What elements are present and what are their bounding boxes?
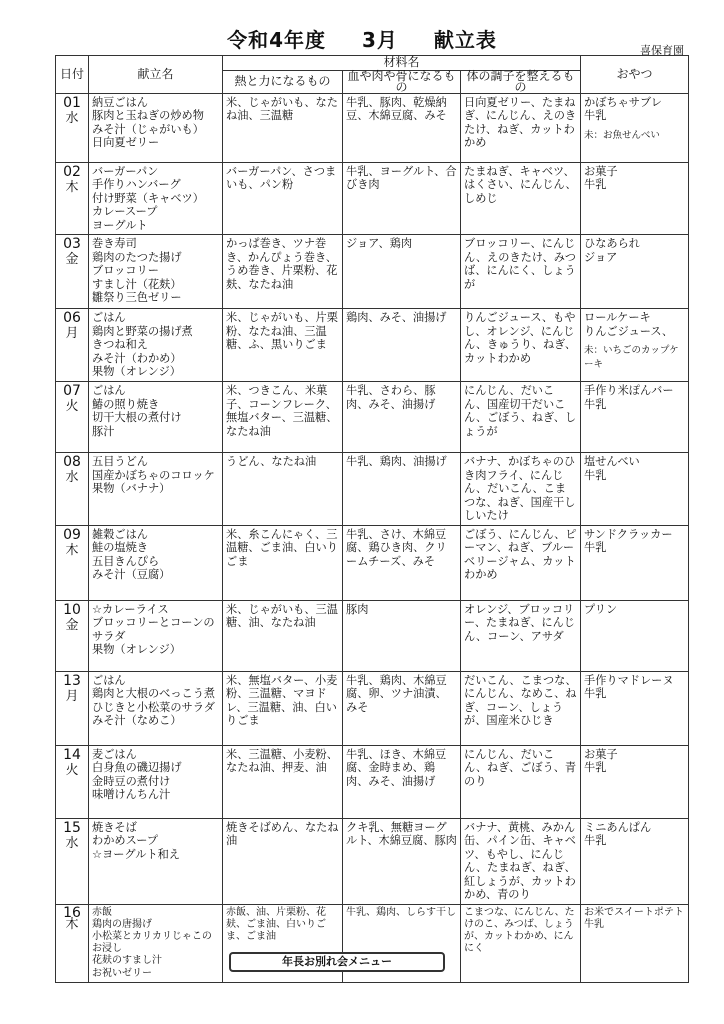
- snack-item: 牛乳: [584, 761, 607, 774]
- date-cell: [56, 745, 89, 818]
- table-row: [56, 745, 689, 818]
- snack-item: お菓子: [584, 164, 618, 178]
- body-ingredients-cell: にんじん、だいこん、ねぎ、ごぼう、青のり: [461, 745, 581, 818]
- body-ingredients-cell: りんごジュース、もやし、オレンジ、にんじん、きゅうり、ねぎ、カットわかめ: [461, 309, 581, 382]
- table-row: [56, 382, 689, 453]
- header-ingredients: 材料名: [223, 56, 581, 71]
- body-ingredients-cell: オレンジ、ブロッコリー、たまねぎ、にんじん、コーン、アサダ: [461, 600, 581, 671]
- dish-name: 雑穀ごはん: [92, 527, 148, 541]
- dish-name: 鶏肉と大根のべっこう煮: [92, 687, 216, 700]
- blood-ingredients-cell: 豚肉: [343, 600, 461, 671]
- dish-name: 手作りハンバーグ: [92, 178, 181, 191]
- dish-name: ヨーグルト: [92, 218, 148, 232]
- dish-name: 鮭の塩焼き: [92, 541, 148, 554]
- menu-cell: [89, 309, 223, 382]
- date-number: 13: [63, 672, 81, 689]
- heat-ingredients-cell: 米、つきこん、米菓子、コーンフレーク、無塩バター、三温糖、なたね油: [223, 382, 343, 453]
- dish-name: お祝いゼリー: [92, 967, 152, 979]
- date-number: 08: [63, 454, 81, 470]
- date-cell: [56, 93, 89, 162]
- date-number: 06: [63, 310, 81, 326]
- blood-ingredients-cell: 牛乳、鶏肉、油揚げ: [343, 453, 461, 526]
- table-row: [56, 671, 689, 745]
- snack-cell: [581, 671, 689, 745]
- menu-cell: [89, 453, 223, 526]
- heat-ingredients-cell: 米、糸こんにゃく、三温糖、ごま油、白いりごま: [223, 525, 343, 600]
- dish-name: 付け野菜（キャベツ）: [92, 191, 204, 205]
- dish-name: 日向夏ゼリー: [92, 136, 160, 149]
- snack-cell: [581, 818, 689, 904]
- date-number: 15: [63, 819, 81, 836]
- blood-ingredients-cell: 牛乳、ヨーグルト、合びき肉: [343, 162, 461, 235]
- page-title: [0, 24, 724, 53]
- body-ingredients-cell: だいこん、こまつな、にんじん、なめこ、ねぎ、コーン、しょうが、国産米ひじき: [461, 671, 581, 745]
- day-of-week: 火: [65, 762, 79, 778]
- date-cell: [56, 525, 89, 600]
- body-ingredients-cell: にんじん、だいこん、国産切干だいこん、ごぼう、ねぎ、しょうが: [461, 382, 581, 453]
- snack-item: 手作り米ぽんバー: [584, 384, 674, 397]
- date-cell: [56, 162, 89, 235]
- menu-cell: [89, 904, 223, 982]
- dish-name: 国産かぼちゃのコロッケ: [92, 468, 215, 482]
- date-number: 02: [63, 163, 81, 180]
- dish-name: みそ汁（じゃがいも）: [92, 122, 204, 136]
- snack-item: ひなあられ: [584, 237, 640, 250]
- dish-name: 鰆の照り焼き: [92, 397, 160, 411]
- date-cell: [56, 235, 89, 309]
- dish-name: きつね和え: [92, 338, 148, 351]
- day-of-week: 木: [65, 179, 79, 195]
- snack-cell: [581, 525, 689, 600]
- menu-cell: [89, 382, 223, 453]
- snack-item: 牛乳: [584, 109, 607, 122]
- dish-name: 味噌けんちん汁: [92, 788, 171, 801]
- dish-name: カレースープ: [92, 205, 158, 218]
- snack-item: お菓子: [584, 747, 618, 761]
- menu-cell: [89, 600, 223, 671]
- menu-table-body: [56, 93, 689, 982]
- snack-cell: [581, 235, 689, 309]
- title-month: 3月: [362, 28, 398, 52]
- day-of-week: 金: [65, 617, 79, 633]
- date-number: 07: [63, 383, 81, 399]
- snack-cell: [581, 453, 689, 526]
- date-number: 10: [63, 601, 81, 618]
- snack-item: 牛乳: [584, 397, 607, 411]
- snack-note: 未：いちごのカップケーキ: [584, 345, 679, 370]
- day-of-week: 月: [65, 326, 79, 341]
- body-ingredients-cell: こまつな、にんじん、たけのこ、みつば、しょうが、カットわかめ、にんにく: [461, 904, 581, 982]
- blood-ingredients-cell: 牛乳、さけ、木綿豆腐、鶏ひき肉、クリームチーズ、みそ: [343, 525, 461, 600]
- dish-name: 小松菜とカリカリじゃこのお浸し: [92, 930, 212, 955]
- heat-ingredients-cell: 米、じゃがいも、三温糖、油、なたね油: [223, 600, 343, 671]
- date-cell: [56, 818, 89, 904]
- date-number: 01: [63, 94, 81, 111]
- header-snack: おやつ: [581, 56, 689, 94]
- dish-name: ごはん: [92, 311, 126, 324]
- snack-item: ロールケーキ: [584, 311, 651, 324]
- snack-cell: [581, 309, 689, 382]
- snack-item: りんごジュース、: [584, 324, 674, 338]
- snack-item: ミニあんぱん: [584, 820, 652, 834]
- snack-item: 牛乳: [584, 178, 607, 191]
- header-body: 体の調子を整えるもの: [461, 70, 581, 93]
- snack-item: 牛乳: [584, 541, 607, 554]
- dish-name: ☆カレーライス: [92, 602, 169, 616]
- title-era: 令和4年度: [227, 28, 327, 52]
- menu-cell: [89, 235, 223, 309]
- blood-ingredients-cell: 牛乳、鶏肉、木綿豆腐、卵、ツナ油漬、みそ: [343, 671, 461, 745]
- blood-ingredients-cell: ジョア、鶏肉: [343, 235, 461, 309]
- dish-name: 果物（バナナ）: [92, 482, 171, 495]
- table-row: [56, 904, 689, 982]
- dish-name: すまし汁（花麸）: [92, 277, 182, 291]
- dish-name: 雛祭り三色ゼリー: [92, 291, 182, 304]
- dish-name: 鶏肉の唐揚げ: [92, 918, 152, 930]
- snack-cell: [581, 745, 689, 818]
- dish-name: 赤飯: [92, 906, 112, 918]
- title-label: 献立表: [433, 28, 497, 52]
- menu-cell: [89, 818, 223, 904]
- snack-item: 牛乳: [584, 468, 607, 482]
- blood-ingredients-cell: 牛乳、ほき、木綿豆腐、金時まめ、鶏肉、みそ、油揚げ: [343, 745, 461, 818]
- table-row: [56, 162, 689, 235]
- day-of-week: 水: [65, 835, 79, 851]
- snack-item: 牛乳: [584, 918, 605, 930]
- dish-name: 五目うどん: [92, 455, 148, 468]
- snack-item: 牛乳: [584, 834, 607, 847]
- date-cell: [56, 382, 89, 453]
- dish-name: ☆ヨーグルト和え: [92, 847, 181, 861]
- snack-cell: [581, 382, 689, 453]
- body-ingredients-cell: ごぼう、にんじん、ピーマン、ねぎ、ブルーベリージャム、カットわかめ: [461, 525, 581, 600]
- dish-name: 鶏肉と野菜の揚げ煮: [92, 324, 193, 338]
- date-cell: [56, 600, 89, 671]
- table-row: [56, 818, 689, 904]
- snack-note: 未：お魚せんべい: [584, 129, 660, 141]
- day-of-week: 木: [65, 542, 79, 558]
- day-of-week: 金: [65, 252, 79, 267]
- table-row: [56, 93, 689, 162]
- dish-name: 豚肉と玉ねぎの炒め物: [92, 109, 204, 122]
- snack-item: ジョア: [584, 250, 618, 264]
- day-of-week: 月: [65, 688, 79, 704]
- dish-name: ブロッコリー: [92, 264, 159, 277]
- heat-ingredients-cell: 米、じゃがいも、なたね油、三温糖: [223, 93, 343, 162]
- body-ingredients-cell: たまねぎ、キャベツ、はくさい、にんじん、しめじ: [461, 162, 581, 235]
- heat-ingredients-cell: うどん、なたね油: [223, 453, 343, 526]
- dish-name: 麦ごはん: [92, 747, 137, 761]
- snack-item: かぼちゃサブレ: [584, 95, 662, 109]
- heat-ingredients-cell: 赤飯、油、片栗粉、花麸、ごま油、白いりごま、ごま油 年長お別れ会メニュー: [223, 904, 343, 982]
- dish-name: 果物（オレンジ）: [92, 365, 181, 378]
- dish-name: 豚汁: [92, 424, 115, 438]
- day-of-week: 火: [65, 399, 79, 414]
- farewell-banner: 年長お別れ会メニュー: [229, 952, 445, 972]
- table-row: [56, 600, 689, 671]
- organization-name: 喜保育園: [640, 44, 684, 57]
- menu-table: [55, 55, 689, 983]
- header-heat: 熱と力になるもの: [223, 70, 343, 93]
- day-of-week: 水: [65, 470, 79, 485]
- menu-cell: [89, 93, 223, 162]
- date-number: 14: [63, 746, 81, 763]
- blood-ingredients-cell: クキ乳、無糖ヨーグルト、木綿豆腐、豚肉: [343, 818, 461, 904]
- date-cell: [56, 453, 89, 526]
- day-of-week: 水: [65, 110, 79, 126]
- dish-name: 果物（オレンジ）: [92, 643, 181, 656]
- snack-item: サンドクラッカー: [584, 527, 673, 541]
- snack-item: 牛乳: [584, 687, 607, 700]
- heat-ingredients-cell: 米、無塩バター、小麦粉、三温糖、マヨドレ、三温糖、油、白いりごま: [223, 671, 343, 745]
- dish-name: 花麸のすまし汁: [92, 955, 162, 967]
- dish-name: みそ汁（わかめ）: [92, 351, 182, 365]
- day-of-week: 木: [65, 916, 79, 932]
- date-number: 09: [63, 526, 81, 543]
- table-row: [56, 453, 689, 526]
- header-date: 日付: [56, 56, 89, 94]
- date-cell: [56, 904, 89, 982]
- blood-ingredients-cell: 牛乳、鶏肉、しらす干し: [343, 904, 461, 982]
- snack-cell: [581, 162, 689, 235]
- snack-cell: [581, 600, 689, 671]
- table-row: [56, 235, 689, 309]
- heat-ingredients-cell: 米、じゃがいも、片栗粉、なたね油、三温糖、ふ、黒いりごま: [223, 309, 343, 382]
- snack-cell: [581, 904, 689, 982]
- heat-ingredients-cell: かっぱ巻き、ツナ巻き、かんぴょう巻き、うめ巻き、片栗粉、花麸、なたね油: [223, 235, 343, 309]
- dish-name: 鶏肉のたつた揚げ: [92, 250, 182, 264]
- dish-name: 白身魚の磯辺揚げ: [92, 761, 182, 774]
- snack-item: プリン: [584, 602, 618, 616]
- body-ingredients-cell: 日向夏ゼリー、たまねぎ、にんじん、えのきたけ、ねぎ、カットわかめ: [461, 93, 581, 162]
- snack-cell: [581, 93, 689, 162]
- snack-item: お米でスイートポテト: [584, 906, 684, 918]
- snack-item: 塩せんべい: [584, 455, 640, 468]
- menu-cell: [89, 745, 223, 818]
- date-number: 03: [63, 236, 81, 252]
- dish-name: ひじきと小松菜のサラダ: [92, 700, 215, 714]
- dish-name: みそ汁（豆腐）: [92, 568, 171, 581]
- body-ingredients-cell: バナナ、かぼちゃのひき肉フライ、にんじん、だいこん、こまつな、ねぎ、国産干ししいたけ: [461, 453, 581, 526]
- dish-name: 金時豆の煮付け: [92, 774, 171, 788]
- dish-name: ブロッコリーとコーンのサラダ: [92, 616, 215, 643]
- date-number: 16: [63, 904, 81, 921]
- dish-name: 巻き寿司: [92, 237, 137, 250]
- dish-name: ごはん: [92, 384, 126, 397]
- menu-cell: [89, 671, 223, 745]
- body-ingredients-cell: バナナ、黄桃、みかん缶、パイン缶、キャベツ、もやし、にんじん、たまねぎ、ねぎ、紅しょうが、カットわかめ、青のり: [461, 818, 581, 904]
- dish-name: 焼きそば: [92, 820, 137, 834]
- dish-name: みそ汁（なめこ）: [92, 714, 182, 727]
- menu-cell: [89, 525, 223, 600]
- dish-name: バーガーパン: [92, 164, 159, 178]
- heat-ingredients-cell: バーガーパン、さつまいも、パン粉: [223, 162, 343, 235]
- menu-cell: [89, 162, 223, 235]
- blood-ingredients-cell: 鶏肉、みそ、油揚げ: [343, 309, 461, 382]
- blood-ingredients-cell: 牛乳、さわら、豚肉、みそ、油揚げ: [343, 382, 461, 453]
- header-blood: 血や肉や骨になるもの: [343, 70, 461, 93]
- blood-ingredients-cell: 牛乳、豚肉、乾燥納豆、木綿豆腐、みそ: [343, 93, 461, 162]
- body-ingredients-cell: ブロッコリー、にんじん、えのきたけ、みつば、にんにく、しょうが: [461, 235, 581, 309]
- dish-name: 五目きんぴら: [92, 554, 160, 568]
- dish-name: わかめスープ: [92, 834, 159, 847]
- table-row: [56, 525, 689, 600]
- header-menu: 献立名: [89, 56, 223, 94]
- dish-name: ごはん: [92, 673, 126, 687]
- dish-name: 納豆ごはん: [92, 95, 148, 109]
- dish-name: 切干大根の煮付け: [92, 411, 182, 424]
- date-cell: [56, 671, 89, 745]
- table-row: [56, 309, 689, 382]
- date-cell: [56, 309, 89, 382]
- snack-item: 手作りマドレーヌ: [584, 673, 674, 687]
- heat-ingredients-cell: 米、三温糖、小麦粉、なたね油、押麦、油: [223, 745, 343, 818]
- heat-ingredients-cell: 焼きそばめん、なたね油: [223, 818, 343, 904]
